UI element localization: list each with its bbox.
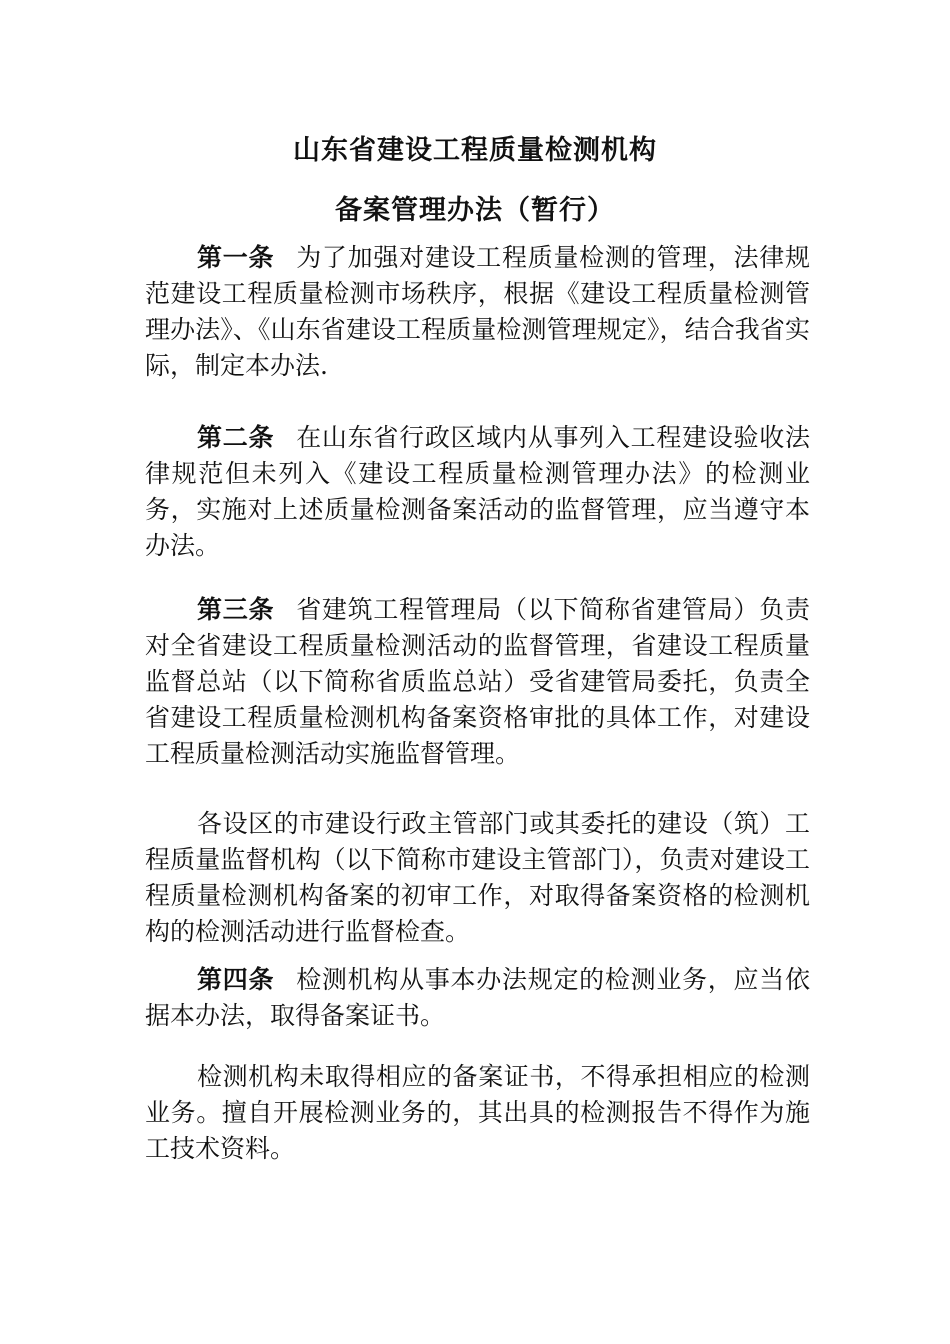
article-4-text: 检测机构从事本办法规定的检测业务，应当依据本办法，取得备案证书。 bbox=[145, 965, 810, 1030]
article-3-text: 省建筑工程管理局（以下简称省建管局）负责对全省建设工程质量检测活动的监督管理，省建设工程质量监督总站（以下简称省质监总站）受省建管局委托，负责全省建设工程质量检测机构备案资格审批的具体工作，对建设工程质量检测活动实施监督管理。 bbox=[145, 595, 810, 768]
article-4-clause-2-paragraph bbox=[145, 1059, 810, 1167]
article-2-paragraph bbox=[145, 420, 810, 564]
article-3-paragraph bbox=[145, 592, 810, 772]
article-4-paragraph bbox=[145, 962, 810, 1034]
article-2-label: 第二条 bbox=[197, 423, 275, 452]
article-3-clause-2-text: 各设区的市建设行政主管部门或其委托的建设（筑）工程质量监督机构（以下简称市建设主管部门），负责对建设工程质量检测机构备案的初审工作，对取得备案资格的检测机构的检测活动进行监督检查。 bbox=[145, 809, 810, 946]
document-subtitle: 备案管理办法（暂行） bbox=[335, 195, 615, 226]
article-3-clause-2-paragraph bbox=[145, 806, 810, 950]
article-1-label: 第一条 bbox=[197, 243, 275, 272]
document-title: 山东省建设工程质量检测机构 bbox=[293, 135, 657, 166]
article-1-text: 为了加强对建设工程质量检测的管理，法律规范建设工程质量检测市场秩序，根据《建设工程质量检测管理办法》、《山东省建设工程质量检测管理规定》，结合我省实际，制定本办法. bbox=[145, 243, 810, 380]
article-4-clause-2-text: 检测机构未取得相应的备案证书，不得承担相应的检测业务。擅自开展检测业务的，其出具的检测报告不得作为施工技术资料。 bbox=[145, 1062, 810, 1163]
article-4-label: 第四条 bbox=[197, 965, 275, 994]
article-2-text: 在山东省行政区域内从事列入工程建设验收法律规范但未列入《建设工程质量检测管理办法》的检测业务，实施对上述质量检测备案活动的监督管理，应当遵守本办法。 bbox=[145, 423, 810, 560]
article-3-label: 第三条 bbox=[197, 595, 275, 624]
article-1-paragraph bbox=[145, 240, 810, 384]
